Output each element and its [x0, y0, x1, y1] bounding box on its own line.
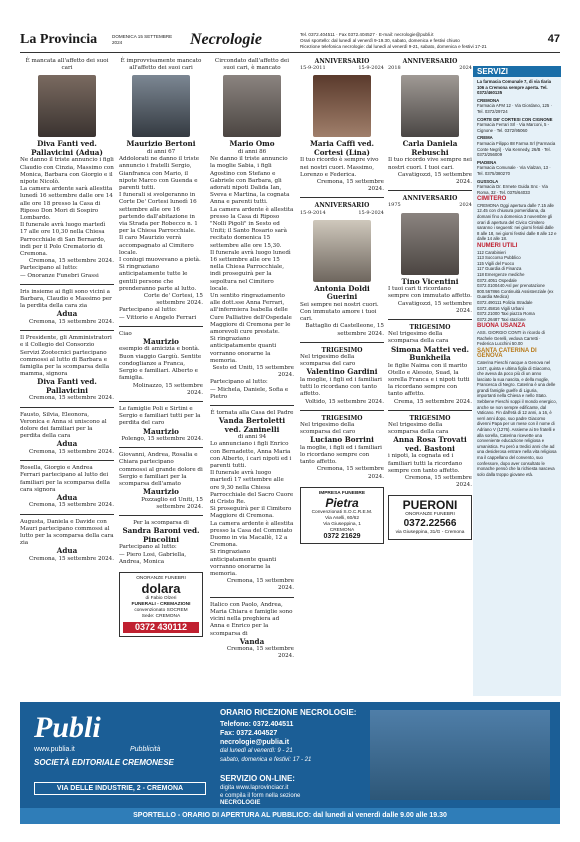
deceased-name: Maurizio — [143, 487, 179, 497]
deceased-name: Mario Omo — [229, 139, 275, 149]
online-text: NECROLOGIE — [220, 800, 261, 806]
deceased-name: Adua — [56, 492, 78, 502]
ad-dolara — [119, 572, 203, 637]
dates — [388, 65, 472, 72]
divider — [388, 319, 472, 320]
column-2 — [119, 58, 203, 637]
date-from: 2018 — [388, 65, 401, 72]
place-date: Cavatigozzi, 15 settembre 2024. — [397, 171, 472, 186]
divider — [20, 514, 114, 515]
ad-address: Via Aselli, 60/62 — [324, 515, 360, 521]
place-date: Molinazzo, 15 settembre 2024. — [132, 382, 203, 396]
text: Ne danno il triste annuncio i figli Claudio con Cinzia, Massimo con Monica, Barbara con Giorgio e il nipote Nicolò. — [20, 157, 114, 186]
town-name: CREMA — [477, 135, 493, 141]
deceased-name: Sandra Baroni ved. Pincolini — [122, 526, 200, 544]
town-name: CREMONA — [477, 97, 500, 103]
place-date: Polengo, 15 settembre 2024. — [121, 436, 203, 443]
website: www.publia.it — [34, 746, 75, 753]
pharmacy-entry: Farmacia AFM 12 · Via Giordano, 125 · Tel. 0372/29724 — [477, 103, 552, 114]
deceased-name: Adua — [56, 309, 78, 319]
trigesimo-mattei — [388, 324, 472, 406]
text: Ne danno il triste annuncio la moglie Sabia, i figli Agostino con Stefano e Gabriele con Barbara, gli adorati nipoti Dalida Ian, Sveva e Martina, la cognata Anna e parenti tutti. — [210, 156, 290, 206]
notice-type: TRIGESIMO — [321, 414, 363, 422]
date-from: 1975 — [388, 202, 401, 209]
trigesimo-borrini — [300, 415, 384, 481]
place-date: Cremona, 15 settembre 2024. — [29, 318, 114, 325]
text: I funerali si svolgeranno in Corte De' Cortesi lunedì 16 settembre alle ore 16 partendo dall'abitazione in via Strada per Robecco n. 1 per la Chiesa Parrocchiale. — [119, 192, 198, 235]
company-name: SOCIETÀ EDITORIALE CREMONESE — [34, 758, 174, 767]
page-header — [20, 32, 560, 53]
ad-name: PUERONI — [402, 498, 458, 513]
pharmacy-entry: Farmacia Comunale · Via Vialzan, 13 · Tel. 0375/380270 — [477, 165, 551, 176]
dates — [388, 202, 472, 209]
text: Il tuo ricordo è sempre vivo nei nostri cuori. Massimo, Lorenzo e Federica. — [300, 157, 379, 178]
date-from: 15-9-2011 — [300, 65, 326, 72]
numbers-heading: NUMERI UTILI — [477, 243, 518, 250]
text: Il funerale avrà luogo martedì 17 settembre alle ore 9,30 nella Chiesa Parrocchiale del Sacro Cuore di Cristo Re. — [210, 470, 294, 506]
brand-logo: Publi — [34, 711, 101, 744]
ad-phone: 0372 430112 — [123, 622, 199, 633]
text: I coniugi muovevano a pietà. — [119, 256, 201, 263]
text: Il funerale avrà luogo lunedì 16 settembre alle ore 15 nella Chiesa Parrocchiale, indi proseguirà per la sepoltura nel Cimitero locale. — [210, 249, 291, 292]
place-date: Cremona, 15 settembre 2024. — [29, 258, 114, 265]
text: Sei sempre nei nostri cuori. Con immutato amore i tuoi cari. — [300, 301, 379, 323]
orario-title: ORARIO RICEZIONE NECROLOGIE: — [220, 708, 357, 717]
obituary-fanti — [20, 58, 114, 280]
text: Iris insieme ai figli sono vicini a Barbara, Claudio e Massimo per la perdita della cara zia — [20, 288, 112, 310]
number-item: 0372.21000 Taxi piazza Roma — [477, 311, 535, 317]
place-date: Cremona, 15 settembre 2024. — [226, 646, 294, 660]
portrait-photo — [313, 220, 371, 282]
hours-weekday: dal lunedì al venerdì: 9 - 21 — [220, 748, 293, 754]
deceased-name: Tino Vicentini — [401, 276, 459, 286]
text: Lo annunciano i figli Enrico con Bernadette, Anna Maria con Alberto, i cari nipoti ed i parenti tutti. — [210, 441, 292, 470]
portrait-photo — [132, 75, 190, 137]
orario-details — [220, 720, 311, 765]
notice — [20, 519, 114, 564]
text: Si ringraziano anticipatamente quanti vorranno onorarne la memoria. — [210, 549, 277, 578]
obituary-bertoletti — [210, 410, 294, 593]
notice — [210, 602, 294, 661]
text: Si proseguirà per il Cimitero Maggiore di Cremona. — [210, 506, 292, 520]
place-date: Cremona, 15 settembre 2024. — [29, 502, 114, 509]
intro: Circondato dall'affetto dei suoi cari, è mancato — [214, 58, 290, 72]
pharmacy-entry: Farmacia Dr. Ermete Guida Snc · Via Roma, 32 · Tel. 0375/64033 — [477, 184, 548, 195]
deceased-name: Valentino Gardini — [306, 367, 378, 377]
divider — [388, 410, 472, 411]
deceased-name: Vanda — [239, 636, 265, 646]
text: Il Presidente, gli Amministratori e il Collegio del Consorzio Servizi Zootecnici partecipano commossi al lutto di Barbara e famiglia per la scomparsa della mamma, signora — [20, 335, 112, 378]
divider — [119, 326, 203, 327]
notice — [20, 412, 114, 457]
number-item: 0372.45816 Vigili Urbani — [477, 305, 524, 311]
divider — [300, 410, 384, 411]
place-date: Crema, 15 settembre 2024. — [393, 398, 472, 405]
notice — [20, 335, 114, 402]
anniversary-vicentini — [388, 195, 472, 315]
text: Un sentito ringraziamento alle dott.sse Anna Ferrari, all'infermiera Isabella delle Cure Palliative dell'Ospedale Maggiore di Cremona per le amorevoli cure prestate. — [210, 292, 292, 335]
divider — [20, 330, 114, 331]
ad-name: Pietra — [325, 495, 359, 510]
place-date: Cremona, 15 settembre 2024. — [316, 179, 384, 193]
online-text: e compila il form nella sezione — [220, 792, 301, 799]
ad-phone: 0372 21629 — [323, 532, 361, 540]
deceased-name: Adua — [56, 439, 78, 449]
number-item: 112 Carabinieri — [477, 249, 506, 255]
notice — [20, 289, 114, 326]
anniversary-rebuschi — [388, 58, 472, 186]
ad-city: Sede: CREMONA — [141, 613, 181, 619]
deceased-name: Adua — [56, 546, 78, 556]
participants: — Piero Losi, Gabriella, Andrea, Monica — [119, 551, 187, 565]
ad-address: Via Giuseppina, 1 — [323, 521, 361, 527]
notice-type: TRIGESIMO — [321, 346, 363, 354]
divider — [119, 515, 203, 516]
participants: — Vittorio e Angelo Ferrari — [119, 314, 197, 321]
text: Augusta, Daniela e Davide con Mauri partecipano commossi al lutto per la scomparsa della cara zia — [20, 518, 114, 547]
place-date: Sesto ed Uniti, 15 settembre 2024. — [212, 365, 294, 379]
header-contacts — [300, 32, 545, 50]
deceased-name: Vanda Bertoletti ved. Zaninelli — [218, 416, 286, 434]
ad-label: ONORANZE FUNEBRI — [405, 512, 455, 518]
donation-text: ASS. GIORGIO CONTI in ricordo di Rachele Gerelli, vedova Carretti · Federica Lucchini 50.00 — [477, 329, 545, 347]
portrait-photo — [401, 213, 459, 275]
number-item: 115 Vigili del Fuoco — [477, 260, 515, 266]
saint-text: Caterina Fieschi nacque a Genova nel 1447, quinta e ultima figlia di Giacomo, che aveva da poco più di un anno lasciato la sua nascita, e della moglie, Francesca di Negro. Caterina è una delle grandi famiglie guelfe di Liguria, importanti nella Chiesa e nello Stato. Sebbene Fieschi soppi il mondo energico, anche se non sempre edificante, dal Vaticano. Fin dall'età di 12 anni, a 16, è verri anni dopo, suo padre Giacomo divenni Papa per un mese con il nome di Adriano V (1276). Assieme ai tre fratelli e alla sorella, Caterina ricevette una conveniente educazione religiosa e umanistica. Fu però a tredici anni che ad una desiderosa entrare nella vita religiosa ma il cappellano del convento, suo confessore, dopo aver consultato le monache pensò che la richiesta nasceva solo dalla troppo giovane età. — [477, 359, 557, 477]
place-date: Cremona, 15 settembre 2024. — [29, 395, 114, 402]
ad-conv: Convenzionati S.O.C.R.E.M. — [311, 509, 373, 515]
number-item: 0372.26487 Taxi stazione — [477, 316, 526, 322]
notice — [119, 452, 203, 511]
dates — [300, 210, 384, 217]
ad-label: ONORANZE FUNEBRI — [136, 575, 186, 581]
publia-banner — [20, 702, 560, 824]
anniversary-doldi — [300, 202, 384, 337]
obituary-omo — [210, 58, 294, 401]
divider — [210, 597, 294, 598]
number-item: 800.567866 Continuità Assistenziale (ex Guardia Medica) — [477, 288, 554, 300]
phone: Telefono: 0372.404511 — [220, 721, 294, 728]
ad-address: via Giuseppina, 31/G - Cremona — [395, 530, 465, 536]
hours-weekend: sabato, domenica e festivi: 17 - 21 — [220, 757, 312, 763]
portrait-photo — [313, 75, 371, 137]
town-name: PIADENA — [477, 159, 497, 165]
text: Si ringraziano anticipatamente tutte le gentili persone che prenderanno parte al lutto. — [119, 264, 197, 292]
deceased-name: Luciano Borrini — [310, 435, 374, 445]
notice-type: TRIGESIMO — [409, 323, 451, 331]
text: Fausto, Silvia, Eleonora, Veronica e Anna si uniscono al dolore dei familiari per la perdita della cara — [20, 411, 107, 440]
text: Nel trigesimo della scomparsa del caro — [300, 421, 356, 436]
divider — [119, 401, 203, 402]
place-date: Corte de' Cortesi, 15 settembre 2024. — [143, 292, 203, 307]
deceased-name: Carla Daniela Rebuschi — [402, 139, 458, 157]
place-date: Cremona, 15 settembre 2024. — [316, 466, 384, 480]
text: Il caro Maurizio verrà accompagnato al Cimitero locale. — [119, 235, 194, 256]
place-date: Voltido, 15 settembre 2024. — [305, 398, 384, 405]
divider — [20, 460, 114, 461]
place-date: Battaglio di Castelleone, 15 settembre 2024. — [305, 323, 384, 337]
column-5 — [388, 58, 472, 540]
deceased-name: Diva Fanti ved. Pallavicini (Adua) — [31, 139, 103, 157]
participants-label: Partecipano al lutto: — [119, 544, 177, 551]
number-item: 0372.490111 Polizia Stradale — [477, 299, 533, 305]
intro: È improvvisamente mancato all'affetto dei suoi cari — [120, 58, 202, 72]
trigesimo-gardini — [300, 347, 384, 406]
divider — [20, 407, 114, 408]
text: esempio di amicizia e bontà. Buon viaggio Gargiù. Sentite condoglianze a Franca, Sergio e familiari. Alberto e famiglia. — [119, 346, 202, 382]
place-date: Cremona, 15 settembre 2024. — [29, 555, 114, 562]
section-title: Necrologie — [190, 31, 262, 48]
ad-owner: di Fabio Olzeri — [145, 595, 177, 601]
number-item: 0372.0100440 Asl per prenotazione — [477, 283, 545, 289]
pharmacy-entry: Farmacia Ferrari Srl · Via Marconi, 5 - Cignone · Tel. 0372/95060 — [477, 122, 550, 133]
participants-label: Partecipano al lutto: — [210, 379, 268, 386]
cemetery-heading: CIMITERO — [477, 196, 507, 203]
town-name: CORTE DE' CORTESI CON CIGNONE — [477, 116, 553, 122]
text: Addolorati ne danno il triste annuncio i fratelli Sergio, Gianfranca con Mario, il nipote Marco con Guenda e parenti tutti. — [119, 156, 200, 191]
date-from: 15-9-2014 — [300, 209, 326, 216]
notice-type: ANNIVERSARIO — [314, 58, 370, 65]
place-date: Cremona, 15 settembre 2024. — [29, 448, 114, 455]
text: Rosella, Giorgio e Andrea Ferrari partecipano al lutto dei familiari per la scomparsa della cara signora — [20, 465, 110, 493]
town-name: GUSSOLA — [477, 178, 499, 184]
number-item: 113 Soccorso Pubblico — [477, 255, 521, 261]
age: di anni 94 — [237, 434, 267, 441]
newspaper-title: La Provincia — [20, 32, 98, 47]
text: Nel trigesimo della scomparsa della cara — [388, 421, 449, 436]
portrait-photo — [401, 75, 459, 137]
trigesimo-trovati — [388, 415, 472, 490]
divider — [20, 284, 114, 285]
place-date: Cremona, 15 settembre 2024. — [226, 578, 294, 592]
participants-label: Partecipano al lutto: — [119, 307, 177, 314]
text: La camera ardente è allestita presso la Casa di Riposo "Nolli Pigoli" in Sesto ed Uniti; il Santo Rosario sarà recitato domenica 15 settembre alle ore 15,30. — [210, 206, 294, 249]
ad-pueroni — [388, 495, 472, 540]
text: Si ringraziano anticipatamente quanti vorranno onorarne la memoria. — [210, 336, 277, 364]
text: Le famiglie Poli e Sirtini e Sergio e familiari tutti per la perdita del caro — [119, 405, 201, 427]
numbers-list — [473, 250, 561, 323]
ricezione-line: Ricezione telefonica necrologie: dal lunedì al venerdì 9-21, sabato, domenica e festivi 17-21 — [300, 44, 487, 49]
online-details — [220, 785, 300, 808]
obituary-bertoni — [119, 58, 203, 322]
participants: — Onoranze Funebri Grassi — [20, 272, 99, 279]
issue-date: DOMENICA 15 SETTEMBRE 2024 — [112, 34, 173, 45]
building-photo — [370, 710, 550, 800]
notice-type: ANNIVERSARIO — [314, 202, 370, 210]
divider — [388, 190, 472, 191]
text: Il funerale avrà luogo martedì 17 alle ore 10,30 nella Chiesa Parrocchiale di San Bernardo, indi per il Polo Crematorio di Cremona. — [20, 222, 106, 258]
deceased-name: Antonia Doldi Guerini — [314, 283, 370, 302]
notice — [119, 406, 203, 443]
portrait-photo — [223, 75, 281, 137]
notice — [20, 465, 114, 510]
ad-conv: convenzionato SOCREM — [134, 607, 188, 613]
ad-phone: 0372.22566 — [403, 518, 457, 530]
cemetery-text: CREMONA Oggi apertura dalle 7.15 alle 12.45 con chiusura pomeridiana, da domani fino a domenica 3 novembre gli orari di apertura del Civico Cimitero saranno i seguenti: nei giorni feriali dalle 8 alle 18, nei giorni festivi dalle 8 alle 12 e dalle 14 alle 18. — [477, 202, 557, 242]
divider — [210, 405, 294, 406]
ad-city: CREMONA — [329, 527, 355, 533]
deceased-name: Diva Fanti ved. Pallavicini — [37, 377, 97, 395]
text: Per la scomparsa di — [133, 520, 189, 527]
text: La camera ardente è allestita presso la Casa del Commiato Duomo in via Macallè, 12 a Cremona. — [210, 520, 294, 549]
pharmacy-intro: La farmacia Comunale 7, di via Ilaria 106 a Cremona sempre aperta. Tel. 0372/460135 — [477, 79, 552, 96]
ad-pietra — [300, 487, 384, 544]
notice-type: ANNIVERSARIO — [402, 195, 458, 203]
portrait-photo — [38, 75, 96, 137]
fax: Fax: 0372.404527 — [220, 730, 278, 737]
date-to: 2024 — [459, 202, 472, 209]
number-item: 0372.4051 Ospedale — [477, 277, 517, 283]
text: La camera ardente sarà allestita lunedì 16 settembre dalle ore 14 alle ore 18 presso la Casa di Riposo Don Mori di Sospiro Lombardo. — [20, 186, 113, 222]
number-item: 117 Guardia di Finanza — [477, 266, 522, 272]
intro: È tornata alla Casa del Padre — [210, 410, 294, 417]
divider — [300, 342, 384, 343]
column-3 — [210, 58, 294, 665]
text: I tuoi cari ti ricordano sempre con immutato affetto. — [388, 286, 472, 300]
donation-heading: BUONA USANZA — [477, 323, 526, 330]
place-date: Cavatigozzi, 15 settembre 2024. — [397, 300, 472, 314]
text: Nel trigesimo della scomparsa della cara — [388, 331, 449, 345]
dates — [300, 65, 384, 72]
deceased-name: Maurizio Bertoni — [126, 139, 196, 149]
deceased-name: Maria Caffi ved. Cortesi (Lina) — [309, 139, 375, 157]
text: la moglie, i figli ed i familiari tutti lo ricordano con tanto affetto. — [300, 376, 382, 398]
text: la moglie, i figli ed i familiari lo ricordano sempre con tanto affetto. — [300, 444, 382, 466]
column-1 — [20, 58, 114, 567]
text: Italico con Paolo, Andrea, Maria Chiara e famiglie sono vicini nella preghiera ad Anna e Enrico per la scomparsa di — [210, 601, 293, 637]
opening-hours-bar: SPORTELLO - ORARIO DI APERTURA AL PUBBLICO: dal lunedì al venerdì dalle 9.00 alle 19.30 — [20, 808, 560, 824]
sidebar-title: SERVIZI — [473, 66, 561, 77]
participants: — Michela, Daniele, Sofia e Pietro — [210, 386, 289, 400]
deceased-name: Maurizio — [143, 426, 179, 436]
text: le figlie Naima con il marito Otello e Alessio, Suad, la sorella Franca e i nipoti tutti la ricordano sempre con tanto affetto. — [388, 362, 470, 398]
pubblicita-label: Pubblicità — [130, 746, 161, 753]
text: Giovanni, Andrea, Rosalia e Chiara partecipano commossi al grande dolore di Sergio e familiari per la scomparsa dell'amato — [119, 452, 203, 488]
anniversary-caffi — [300, 58, 384, 193]
online-title: SERVIZIO ON-LINE: — [220, 774, 295, 783]
date-to: 15-9-2024 — [358, 65, 384, 72]
services-sidebar — [473, 66, 561, 696]
notice-type: TRIGESIMO — [409, 414, 451, 422]
online-text: digita www.laprovinciacr.it — [220, 785, 289, 791]
place-date: Cremona, 15 settembre 2024. — [404, 474, 472, 489]
company-address: VIA DELLE INDUSTRIE, 2 - CREMONA — [34, 782, 206, 795]
notice — [119, 331, 203, 397]
ad-name: dolara — [141, 580, 181, 596]
ad-services: FUNERALI - CREMAZIONI — [131, 601, 191, 607]
divider — [300, 197, 384, 198]
notice — [119, 520, 203, 566]
text: i nipoti, la cognata ed i familiari tutti la ricordano sempre con tanto affetto. — [388, 453, 462, 474]
age: di anni 86 — [237, 148, 267, 155]
divider — [119, 447, 203, 448]
pharmacy-entry: Farmacia Filippo 88 Farma Srl (Farmacia Conte Negri) · Via Kennedy, 26/B · Tel. 0373/256009 — [477, 140, 556, 158]
date-to: 2024 — [459, 65, 472, 72]
text: Nel trigesimo della scomparsa del caro — [300, 354, 356, 368]
orari-line: Orari sportello: dal lunedì al venerdì 9-19.30, sabato, domenica e festivi chiuso — [300, 38, 460, 43]
ad-label: IMPRESA FUNEBRE — [318, 490, 366, 496]
text: Il tuo ricordo vive sempre nei nostri cuori. I tuoi cari. — [388, 157, 472, 171]
deceased-name: Anna Rosa Trovati ved. Bastoni — [393, 435, 467, 453]
deceased-name: Maurizio — [143, 336, 179, 346]
number-item: 118 Emergenze mediche — [477, 272, 525, 277]
intro: È mancata all'affetto dei suoi cari — [25, 58, 109, 72]
page-number: 47 — [547, 33, 560, 45]
saint-heading: SANTA CATERINA DI GENOVA — [477, 347, 537, 360]
email: necrologie@publia.it — [220, 739, 290, 746]
place-date: Pozzaglio ed Uniti, 15 settembre 2024. — [141, 496, 203, 510]
text: Ciao — [119, 330, 132, 337]
participants-label: Partecipano al lutto: — [20, 265, 78, 272]
age: di anni 67 — [146, 148, 176, 155]
deceased-name: Simona Mattei ved. Bunkheila — [390, 344, 470, 363]
notice-type: ANNIVERSARIO — [402, 58, 458, 65]
column-4 — [300, 58, 384, 544]
contact-line: Tel. 0372.404511 · Fax 0372.404527 · E-mail: necrologie@publi.it — [300, 32, 434, 37]
date-to: 15-9-2024 — [358, 209, 384, 216]
